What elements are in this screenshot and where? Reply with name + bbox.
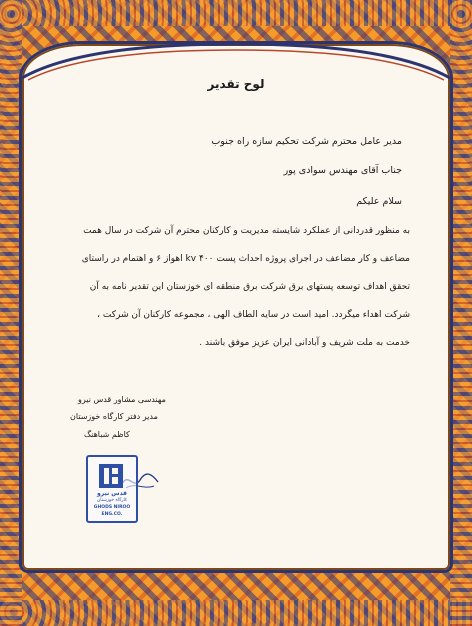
stamp-latin-suffix: ENG.CO. <box>101 512 123 517</box>
border-pattern-bottom <box>0 600 472 626</box>
body-line: خدمت به ملت شریف و آبادانی ایران عزیز موفق باشند . <box>199 338 410 348</box>
border-pattern-left <box>0 0 22 626</box>
body-line: شرکت اهداء میگردد. امید است در سایه الطاف الهی ، مجموعه کارکنان آن شرکت ، <box>97 310 410 320</box>
body-line: مضاعف و کار مضاعف در اجرای پروژه احداث پست ۴۰۰ kv اهواز ۶ و اهتمام در راستای <box>81 254 410 264</box>
recipient-company: مدیر عامل محترم شرکت تحکیم سازه راه جنوب <box>211 136 402 147</box>
border-pattern-top <box>0 0 472 26</box>
certificate-title: لوح تقدیر <box>207 77 265 91</box>
stamp-latin-name: GHODS NIROO <box>93 505 131 510</box>
stamp-brand: قدس نیرو <box>97 490 127 497</box>
greeting: سلام علیکم <box>356 196 402 207</box>
signature-name: کاظم شباهنگ <box>84 430 130 439</box>
company-logo-icon <box>98 463 124 489</box>
body-line: تحقق اهداف توسعه پستهای برق شرکت برق منطقه ای خوزستان این تقدیر نامه به آن <box>89 282 410 292</box>
border-pattern-right <box>450 0 472 626</box>
body-line: به منظور قدردانی از عملکرد شایسته مدیریت و کارکنان محترم آن شرکت در سال همت <box>83 226 410 236</box>
company-stamp <box>86 455 138 523</box>
signature-title: مدیر دفتر کارگاه خوزستان <box>70 412 158 421</box>
recipient-person: جناب آقای مهندس سوادی پور <box>283 165 402 176</box>
stamp-sub: کارگاه خوزستان <box>96 498 128 503</box>
signature-org: مهندسی مشاور قدس نیرو <box>78 395 166 404</box>
